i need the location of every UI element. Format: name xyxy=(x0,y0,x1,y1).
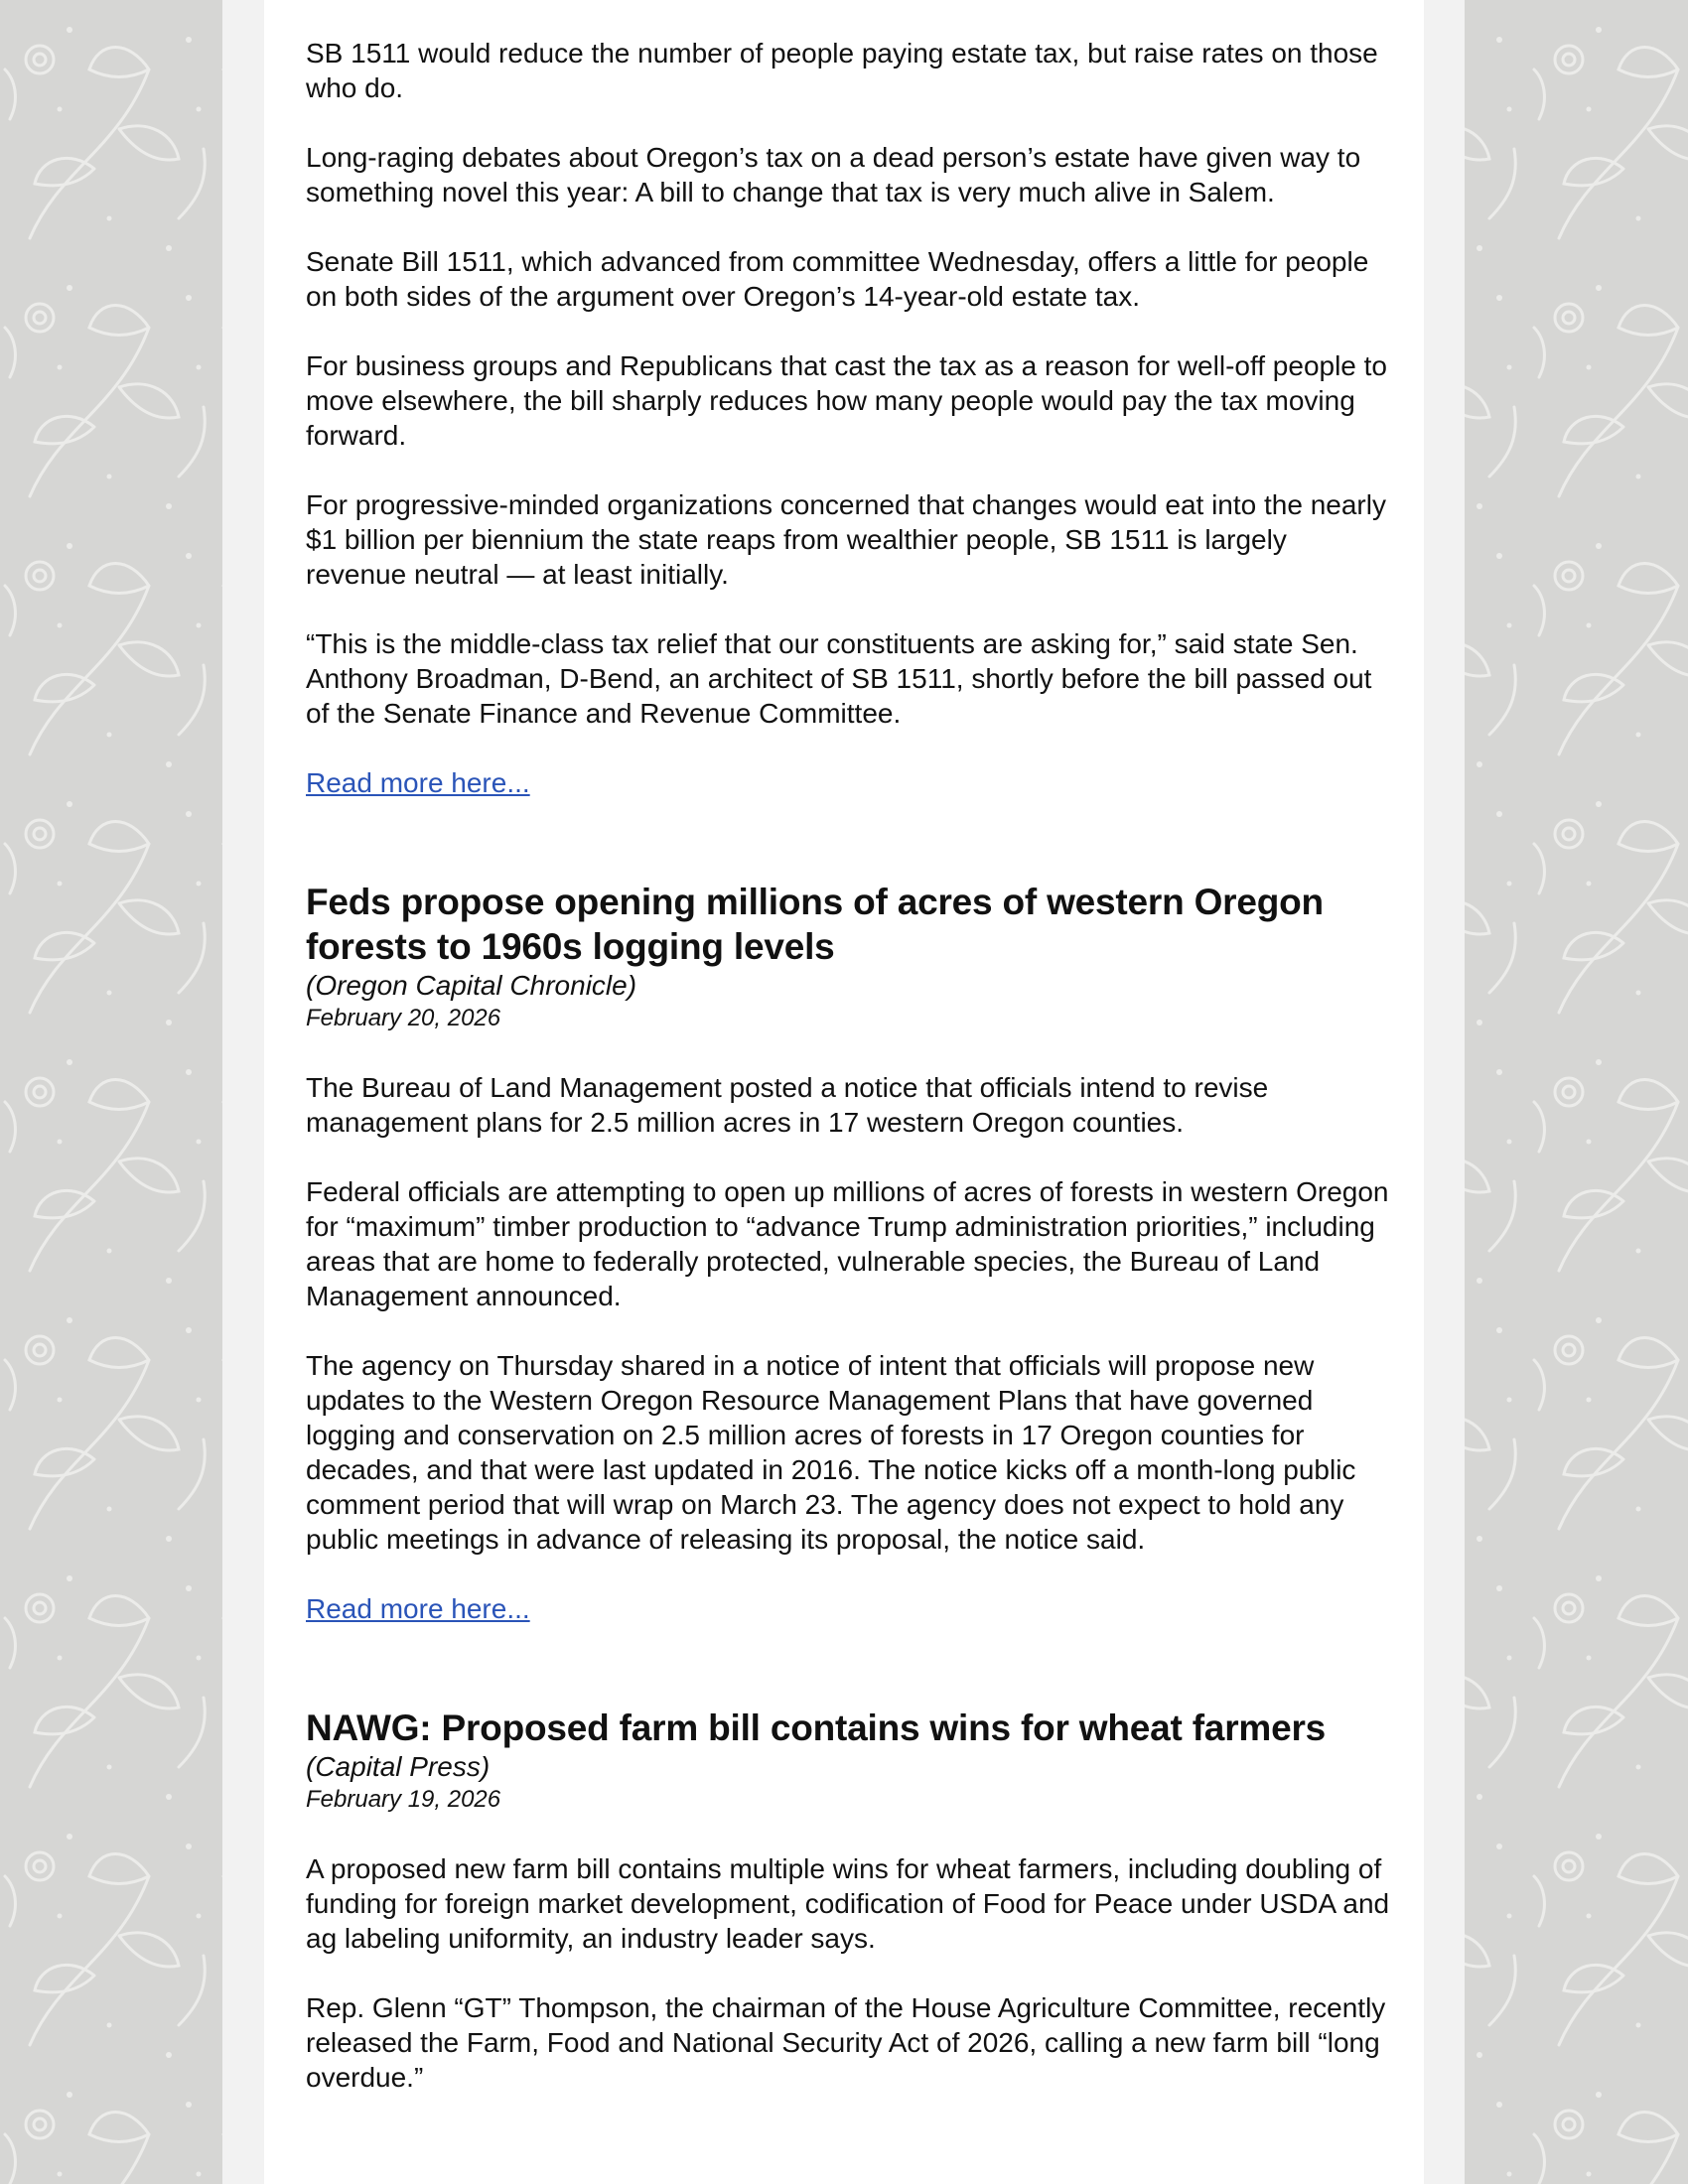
article-paragraph: For business groups and Republicans that cast the tax as a reason for well-off people to move elsewhere, the bill sharply reduces how many people would pay the tax moving forward. xyxy=(306,350,1388,451)
article-paragraph: Rep. Glenn “GT” Thompson, the chairman of the House Agriculture Committee, recently released the Farm, Food and National Security Act of 2026, calling a new farm bill “long overdue.” xyxy=(306,1992,1386,2093)
read-more-link[interactable]: Read more here... xyxy=(306,767,530,798)
newsletter-content xyxy=(306,36,1392,2129)
article-title: Feds propose opening millions of acres of western Oregon forests to 1960s logging levels xyxy=(306,882,1324,967)
article-paragraph: The agency on Thursday shared in a notice of intent that officials will propose new updates to the Western Oregon Resource Management Plans that have governed logging and conservation on 2.5 million acres of forests in 17 Oregon counties for decades, and that were last updated in 2016. The notice kicks off a month-long public comment period that will wrap on March 23. The agency does not expect to hold any public meetings in advance of releasing its proposal, the notice said. xyxy=(306,1350,1356,1555)
article-paragraph: Federal officials are attempting to open up millions of acres of forests in western Oregon for “maximum” timber production to “advance Trump administration priorities,” including areas that are home to federally protected, vulnerable species, the Bureau of Land Management announced. xyxy=(306,1176,1389,1311)
estate-tax-article xyxy=(306,36,1392,800)
article-paragraph: For progressive-minded organizations concerned that changes would eat into the nearly $1 billion per biennium the state reaps from wealthier people, SB 1511 is largely revenue neutral — at least initially. xyxy=(306,489,1386,590)
article-date: February 20, 2026 xyxy=(306,1005,501,1031)
article-source: (Capital Press) xyxy=(306,1751,491,1782)
farm-bill-article xyxy=(306,1706,1392,2095)
article-title: NAWG: Proposed farm bill contains wins for wheat farmers xyxy=(306,1707,1327,1748)
article-paragraph: “This is the middle-class tax relief that our constituents are asking for,” said state Sen. Anthony Broadman, D-Bend, an architect of SB 1511, shortly before the bill passed out of the Senate Finance and Revenue Committee. xyxy=(306,628,1372,729)
article-date: February 19, 2026 xyxy=(306,1786,501,1813)
forest-logging-article xyxy=(306,880,1392,1626)
article-paragraph: A proposed new farm bill contains multiple wins for wheat farmers, including doubling of funding for foreign market development, codification of Food for Peace under USDA and ag labeling uniformity, an industry leader says. xyxy=(306,1853,1390,1954)
article-paragraph: The Bureau of Land Management posted a notice that officials intend to revise management plans for 2.5 million acres in 17 western Oregon counties. xyxy=(306,1072,1269,1138)
read-more-link[interactable]: Read more here... xyxy=(306,1593,530,1624)
article-paragraph: Senate Bill 1511, which advanced from committee Wednesday, offers a little for people on both sides of the argument over Oregon’s 14-year-old estate tax. xyxy=(306,246,1369,312)
article-paragraph: SB 1511 would reduce the number of people paying estate tax, but raise rates on those who do. xyxy=(306,38,1378,103)
article-source: (Oregon Capital Chronicle) xyxy=(306,970,637,1001)
article-paragraph: Long-raging debates about Oregon’s tax on a dead person’s estate have given way to something novel this year: A bill to change that tax is very much alive in Salem. xyxy=(306,142,1361,207)
